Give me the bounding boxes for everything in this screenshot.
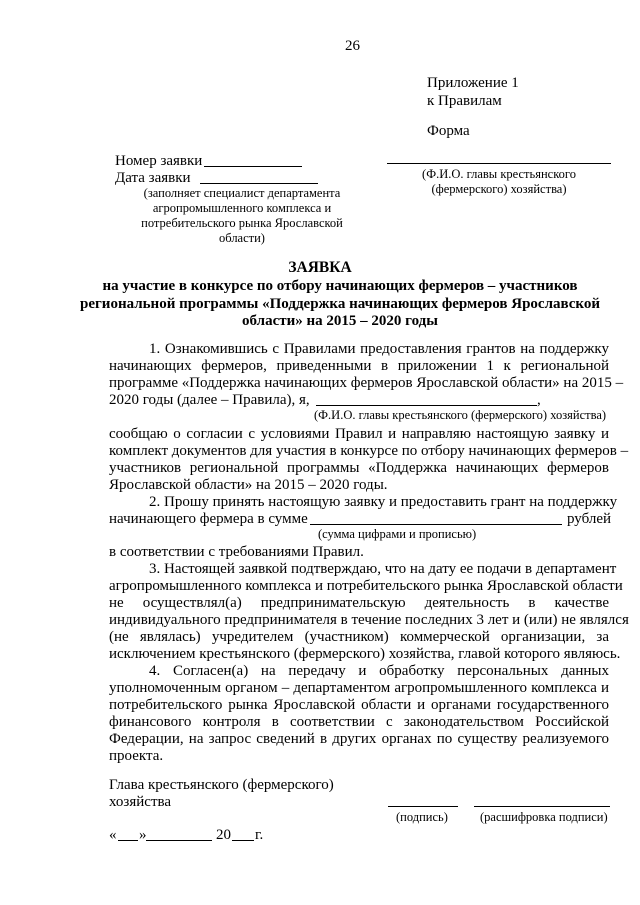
signature-decode-field[interactable]: [474, 806, 610, 807]
para4-line-5: Федерации, на запрос сведений в других органах по существу реализуемого: [109, 731, 609, 747]
grant-amount-field[interactable]: [310, 524, 562, 525]
para1-line-1: 1. Ознакомившись с Правилами предоставления грантов на поддержку: [149, 341, 609, 357]
application-date-field[interactable]: [200, 183, 318, 184]
document-title: ЗАЯВКА: [288, 259, 352, 276]
farm-head-label-line-2: хозяйства: [109, 794, 172, 810]
subtitle-line: региональной программы «Поддержка начинающих фермеров Ярославской: [79, 295, 601, 312]
applicant-name-field[interactable]: [387, 163, 611, 164]
para1-line-2: начинающих фермеров, приведенными в приложении 1 к региональной: [109, 358, 609, 374]
registration-note: [118, 186, 366, 246]
para1-name-field[interactable]: [316, 405, 537, 406]
grant-amount-hint: (сумма цифрами и прописью): [318, 527, 477, 541]
para1-line-5: сообщаю о согласии с условиями Правил и направляю настоящую заявку и: [109, 426, 609, 442]
application-date-label: Дата заявки: [115, 170, 191, 186]
applicant-name-hint: [387, 167, 611, 197]
subtitle-line: области» на 2015 – 2020 годы: [242, 313, 438, 329]
para1-comma: ,: [537, 392, 541, 408]
para2-line-1: 2. Прошу принять настоящую заявку и предоставить грант на поддержку: [149, 494, 618, 510]
applicant-hint-line: (фермерского) хозяйства): [431, 182, 567, 196]
para1-line-3: программе «Поддержка начинающих фермеров Ярославской области» на 2015 –: [109, 375, 624, 391]
para3-line-3: не осуществлял(а) предпринимательскую деятельность в качестве: [109, 595, 609, 611]
registration-note-line: области): [219, 231, 265, 245]
date-year-prefix: 20: [216, 827, 231, 843]
para1-line-4: 2020 годы (далее – Правила), я,: [109, 392, 310, 408]
para1-line-6: комплект документов для участия в конкурсе по отбору начинающих фермеров –: [109, 443, 629, 459]
para3-line-5: (не являлась) учредителем (участником) коммерческой организации, за: [109, 629, 609, 645]
para2-line-2: начинающего фермера в сумме: [109, 511, 308, 527]
para3-line-1: 3. Настоящей заявкой подтверждаю, что на дату ее подачи в департамент: [149, 561, 617, 577]
date-year-field[interactable]: [232, 840, 254, 841]
para4-line-2: уполномоченным органом – департаментом агропромышленного комплекса и: [109, 680, 609, 696]
para2-line-3: в соответствии с требованиями Правил.: [109, 544, 364, 560]
signature-hint: (подпись): [396, 810, 448, 824]
application-number-label: Номер заявки: [115, 153, 203, 169]
document-subtitle: [60, 278, 620, 331]
para3-line-4: индивидуального предпринимателя в течение последних 3 лет и (или) не являлся: [109, 612, 629, 628]
subtitle-line: на участие в конкурсе по отбору начинающих фермеров – участников: [102, 278, 578, 294]
application-number-field[interactable]: [204, 166, 302, 167]
para1-line-7: участников региональной программы «Поддержка начинающих фермеров: [109, 460, 609, 476]
date-quote-open: «: [109, 827, 117, 843]
para3-line-2: агропромышленного комплекса и потребительского рынка Ярославской области: [109, 578, 623, 594]
registration-note-line: агропромышленного комплекса и: [152, 201, 332, 215]
page-number: 26: [345, 38, 360, 54]
signature-field[interactable]: [388, 806, 458, 807]
appendix-line-2: к Правилам: [427, 93, 502, 109]
registration-note-line: (заполняет специалист департамента: [143, 186, 341, 200]
para4-line-1: 4. Согласен(а) на передачу и обработку персональных данных: [149, 663, 609, 679]
para3-line-6: исключением крестьянского (фермерского) хозяйства, главой которого являюсь.: [109, 646, 621, 662]
para4-line-4: финансового контроля в соответствии с законодательством Российской: [109, 714, 609, 730]
applicant-hint-line: (Ф.И.О. главы крестьянского: [422, 167, 576, 181]
date-month-field[interactable]: [146, 840, 212, 841]
date-day-field[interactable]: [118, 840, 138, 841]
para4-line-6: проекта.: [109, 748, 164, 764]
farm-head-label-line-1: Глава крестьянского (фермерского): [109, 777, 334, 793]
form-label: Форма: [427, 123, 470, 139]
registration-note-line: потребительского рынка Ярославской: [141, 216, 343, 230]
para1-line-8: Ярославской области» на 2015 – 2020 годы.: [109, 477, 388, 493]
appendix-line-1: Приложение 1: [427, 75, 519, 91]
date-quote-close: »: [139, 827, 147, 843]
para4-line-3: потребительского рынка Ярославской области и органами государственного: [109, 697, 609, 713]
para1-name-hint: (Ф.И.О. главы крестьянского (фермерского) хозяйства): [314, 408, 607, 422]
para2-rubles: рублей: [567, 511, 612, 527]
date-suffix: г.: [255, 827, 264, 843]
signature-decode-hint: (расшифровка подписи): [480, 810, 608, 824]
